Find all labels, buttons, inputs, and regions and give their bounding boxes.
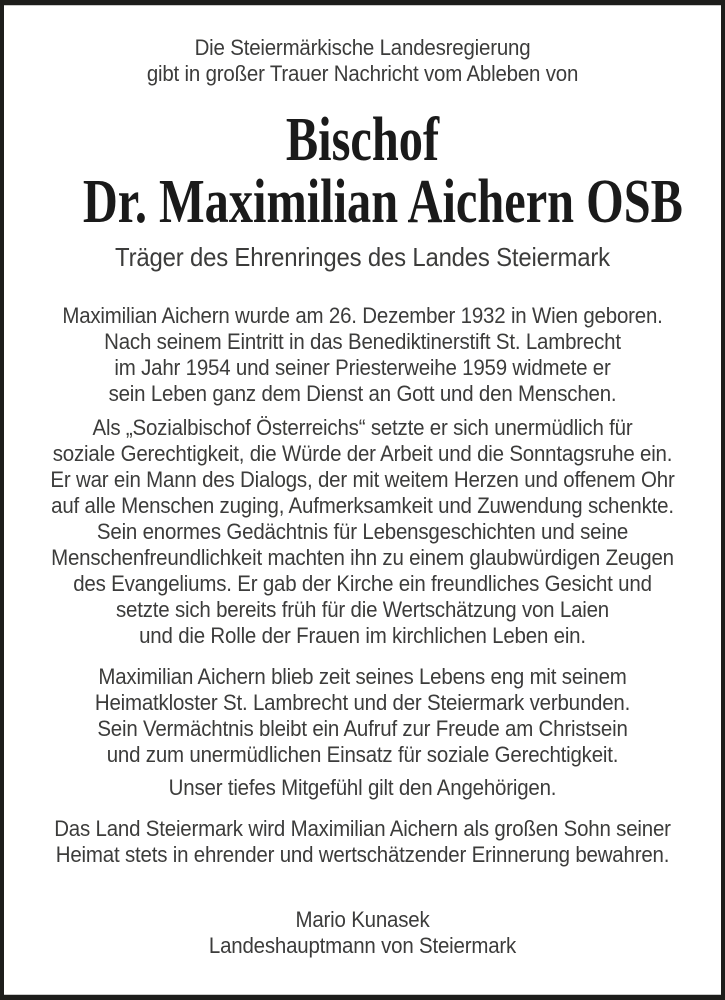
paragraph-line: Menschenfreundlichkeit machten ihn zu einem glaubwürdigen Zeugen [51, 545, 674, 570]
condolence-block [4, 775, 721, 801]
paragraph-line: Maximilian Aichern blieb zeit seines Lebens eng mit seinem [98, 664, 627, 689]
intro-text [4, 35, 721, 87]
closing-paragraph [4, 816, 721, 868]
paragraph-line: auf alle Menschen zuging, Aufmerksamkeit und Zuwendung schenkte. [51, 493, 674, 518]
paragraph-line: Heimatkloster St. Lambrecht und der Steiermark verbunden. [94, 690, 631, 715]
paragraph-line: Maximilian Aichern wurde am 26. Dezember 1932 in Wien geboren. [62, 303, 663, 328]
paragraph-line: im Jahr 1954 und seiner Priesterweihe 1959 widmete er [114, 355, 611, 380]
intro-line-1: Die Steiermärkische Landesregierung [194, 35, 531, 60]
honor-subtitle: Träger des Ehrenringes des Landes Steiermark [115, 242, 610, 272]
closing-line-2: Heimat stets in ehrender und wertschätzender Erinnerung bewahren. [55, 842, 670, 867]
paragraph-line: und die Rolle der Frauen im kirchlichen Leben ein. [139, 623, 586, 648]
biography-paragraph-1 [4, 303, 721, 407]
deceased-name-block [4, 106, 721, 236]
paragraph-line: Nach seinem Eintritt in das Benediktinerstift St. Lambrecht [104, 329, 621, 354]
honor-subtitle-block [4, 241, 721, 273]
biography-paragraph-2 [4, 415, 721, 649]
paragraph-line: und zum unermüdlichen Einsatz für soziale Gerechtigkeit. [106, 742, 619, 767]
paragraph-line: Sein Vermächtnis bleibt ein Aufruf zur Freude am Christsein [97, 716, 628, 741]
deceased-title: Bischof [285, 106, 440, 174]
paragraph-line: Er war ein Mann des Dialogs, der mit weitem Herzen und offenem Ohr [50, 467, 675, 492]
signature-block [4, 907, 721, 959]
paragraph-line: sein Leben ganz dem Dienst an Gott und den Menschen. [108, 381, 617, 406]
intro-line-2: gibt in großer Trauer Nachricht vom Ableben von [146, 61, 579, 86]
deceased-name: Dr. Maximilian Aichern OSB [82, 168, 683, 236]
paragraph-line: Sein enormes Gedächtnis für Lebensgeschichten und seine [96, 519, 629, 544]
signature-name: Mario Kunasek [295, 907, 430, 932]
paragraph-line: des Evangeliums. Er gab der Kirche ein freundliches Gesicht und [73, 571, 652, 596]
condolence-line: Unser tiefes Mitgefühl gilt den Angehörigen. [168, 775, 557, 800]
biography-paragraph-3 [4, 664, 721, 768]
closing-line-1: Das Land Steiermark wird Maximilian Aichern als großen Sohn seiner [54, 816, 671, 841]
paragraph-line: soziale Gerechtigkeit, die Würde der Arbeit und die Sonntagsruhe ein. [52, 441, 673, 466]
paragraph-line: Als „Sozialbischof Österreichs“ setzte er sich unermüdlich für [92, 415, 633, 440]
signature-role: Landeshauptmann von Steiermark [208, 933, 517, 958]
paragraph-line: setzte sich bereits früh für die Wertschätzung von Laien [115, 597, 610, 622]
